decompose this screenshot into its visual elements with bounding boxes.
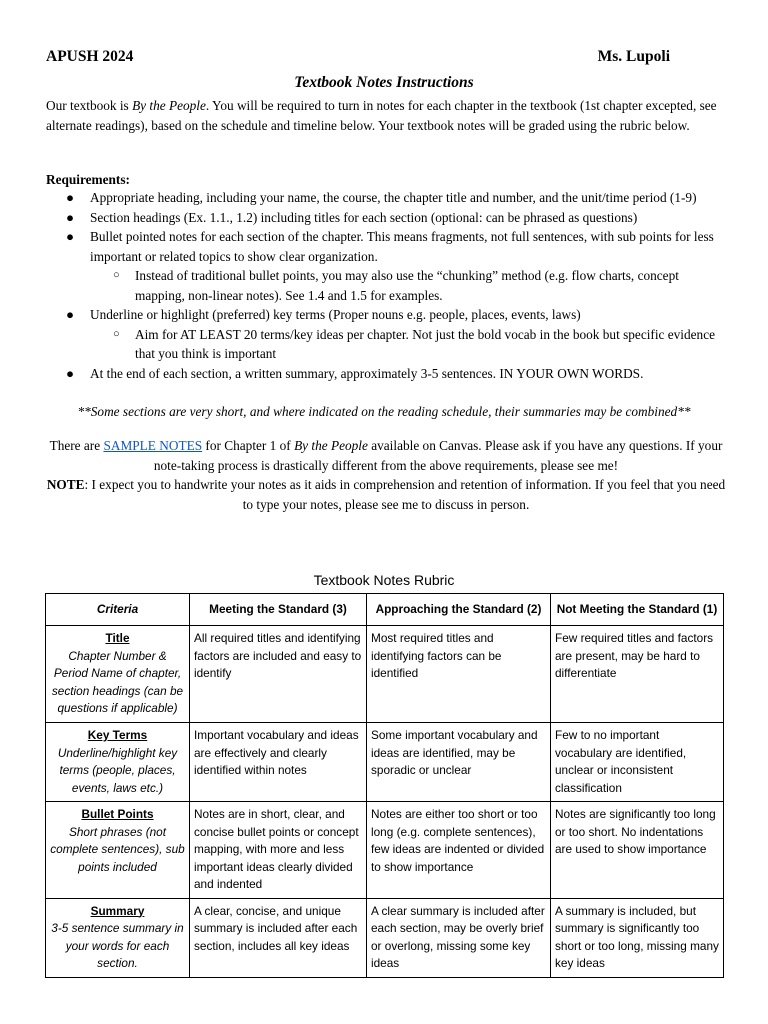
sub-list <box>90 325 726 364</box>
combined-summaries-note: **Some sections are very short, and where indicated on the reading schedule, their summaries may be combined** <box>77 404 691 419</box>
requirements-list <box>46 188 726 383</box>
rubric-cell: Few to no important vocabulary are identified, unclear or inconsistent classification <box>551 723 724 802</box>
course-name: APUSH 2024 <box>46 48 134 65</box>
intro-text-start: Our textbook is <box>46 98 133 113</box>
intro-text-end: . You will be required to turn in notes for each chapter in the textbook (1st chapter excepted, see alternate readings), based on the schedule and timeline below. Your textbook notes will be graded using the rubric below. <box>46 98 717 133</box>
criteria-description: Underline/highlight key terms (people, places, events, laws etc.) <box>57 745 178 795</box>
sub-list <box>90 266 726 305</box>
requirement-item: ● Underline or highlight (preferred) key terms (Proper nouns e.g. people, places, events, laws) ○ Aim for AT LEAST 20 terms/key ideas per chapter. Not just the bold vocab in the book but specific evidence that you think is important <box>46 305 726 364</box>
rubric-cell: Some important vocabulary and ideas are identified, may be sporadic or unclear <box>367 723 551 802</box>
rubric-cell: Notes are significantly too long or too short. No indentations are used to show importance <box>551 802 724 899</box>
criteria-cell <box>46 626 190 723</box>
rubric-table <box>45 593 724 978</box>
circle-bullet-icon: ○ <box>113 327 120 340</box>
intro-paragraph <box>46 96 726 135</box>
book-title: By the People <box>294 438 368 453</box>
column-header: Meeting the Standard (3) <box>190 594 367 626</box>
column-header: Not Meeting the Standard (1) <box>551 594 724 626</box>
rubric-cell: Few required titles and factors are present, may be hard to differentiate <box>551 626 724 723</box>
bullet-icon: ● <box>66 307 75 322</box>
criteria-name: Bullet Points <box>81 807 154 821</box>
requirement-item: ● Section headings (Ex. 1.1., 1.2) including titles for each section (optional: can be phrased as questions) <box>46 208 726 228</box>
column-header: Approaching the Standard (2) <box>367 594 551 626</box>
requirements-heading: Requirements: <box>46 172 130 187</box>
note-label: NOTE <box>46 477 85 492</box>
criteria-description: Short phrases (not complete sentences), sub points included <box>50 824 185 874</box>
rubric-header-row <box>46 594 724 626</box>
criteria-cell <box>46 802 190 899</box>
rubric-cell: A clear summary is included after each section, may be overly brief or overlong, missing some key ideas <box>367 898 551 977</box>
bullet-icon: ● <box>66 209 75 225</box>
requirement-item: ● Appropriate heading, including your name, the course, the chapter title and number, and the unit/time period (1-9) <box>46 188 726 208</box>
header-row <box>46 48 670 66</box>
criteria-description: 3-5 sentence summary in your words for each section. <box>51 921 184 970</box>
bullet-icon: ● <box>66 229 75 244</box>
rubric-cell: All required titles and identifying factors are included and easy to identify <box>190 626 367 723</box>
rubric-row <box>46 898 724 977</box>
rubric-cell: A clear, concise, and unique summary is included after each section, includes all key ideas <box>190 898 367 977</box>
requirement-sub-item: ○ Instead of traditional bullet points, you may also use the “chunking” method (e.g. flow charts, concept mapping, non-linear notes). See 1.4 and 1.5 for examples. <box>113 268 679 303</box>
handwrite-note-paragraph: NOTE: I expect you to handwrite your notes as it aids in comprehension and retention of information. If you feel that you need to type your notes, please see me to discuss in person. <box>46 477 726 512</box>
sample-notes-link[interactable]: SAMPLE NOTES <box>103 438 203 453</box>
criteria-cell <box>46 898 190 977</box>
document-title: Textbook Notes Instructions <box>294 74 474 91</box>
book-title: By the People <box>132 98 206 113</box>
rubric-cell: Notes are in short, clear, and concise bullet points or concept mapping, with more and less important ideas clearly divided and indented <box>190 802 367 899</box>
rubric-cell: A summary is included, but summary is significantly too short or too long, missing many key ideas <box>551 898 724 977</box>
rubric-cell: Notes are either too short or too long (e.g. complete sentences), few ideas are indented or divided to show importance <box>367 802 551 899</box>
rubric-cell: Most required titles and identifying factors can be identified <box>367 626 551 723</box>
requirement-item: ● Bullet pointed notes for each section of the chapter. This means fragments, not full sentences, with sub points for less important or related topics to show clear organization. ○ Instead of traditional bullet points, you may also use the “chunking” method (e.g. flow charts, concept mapping, non-linear notes). See 1.4 and 1.5 for examples. <box>46 227 726 305</box>
criteria-description: Chapter Number & Period Name of chapter, section headings (can be questions if applicable) <box>51 648 184 715</box>
rubric-row <box>46 802 724 899</box>
rubric-row <box>46 723 724 802</box>
rubric-row <box>46 626 724 723</box>
column-header: Criteria <box>46 594 190 626</box>
teacher-name: Ms. Lupoli <box>597 48 670 65</box>
sample-notes-paragraph: There are SAMPLE NOTES for Chapter 1 of By the People available on Canvas. Please ask if you have any questions. If your note-taking process is drastically different from the above requirements, please see me! <box>49 438 723 473</box>
requirement-sub-item: ○ Aim for AT LEAST 20 terms/key ideas per chapter. Not just the bold vocab in the book but specific evidence that you think is important <box>113 326 716 361</box>
rubric-title: Textbook Notes Rubric <box>313 572 455 588</box>
rubric-cell: Important vocabulary and ideas are effectively and clearly identified within notes <box>190 723 367 802</box>
bullet-icon: ● <box>66 190 75 205</box>
criteria-cell <box>46 723 190 802</box>
criteria-name: Key Terms <box>87 728 148 742</box>
circle-bullet-icon: ○ <box>113 269 120 281</box>
criteria-name: Summary <box>90 903 145 918</box>
bullet-icon: ● <box>66 365 75 381</box>
criteria-name: Title <box>105 631 130 645</box>
requirement-item: ● At the end of each section, a written summary, approximately 3-5 sentences. IN YOUR OWN WORDS. <box>46 364 726 384</box>
